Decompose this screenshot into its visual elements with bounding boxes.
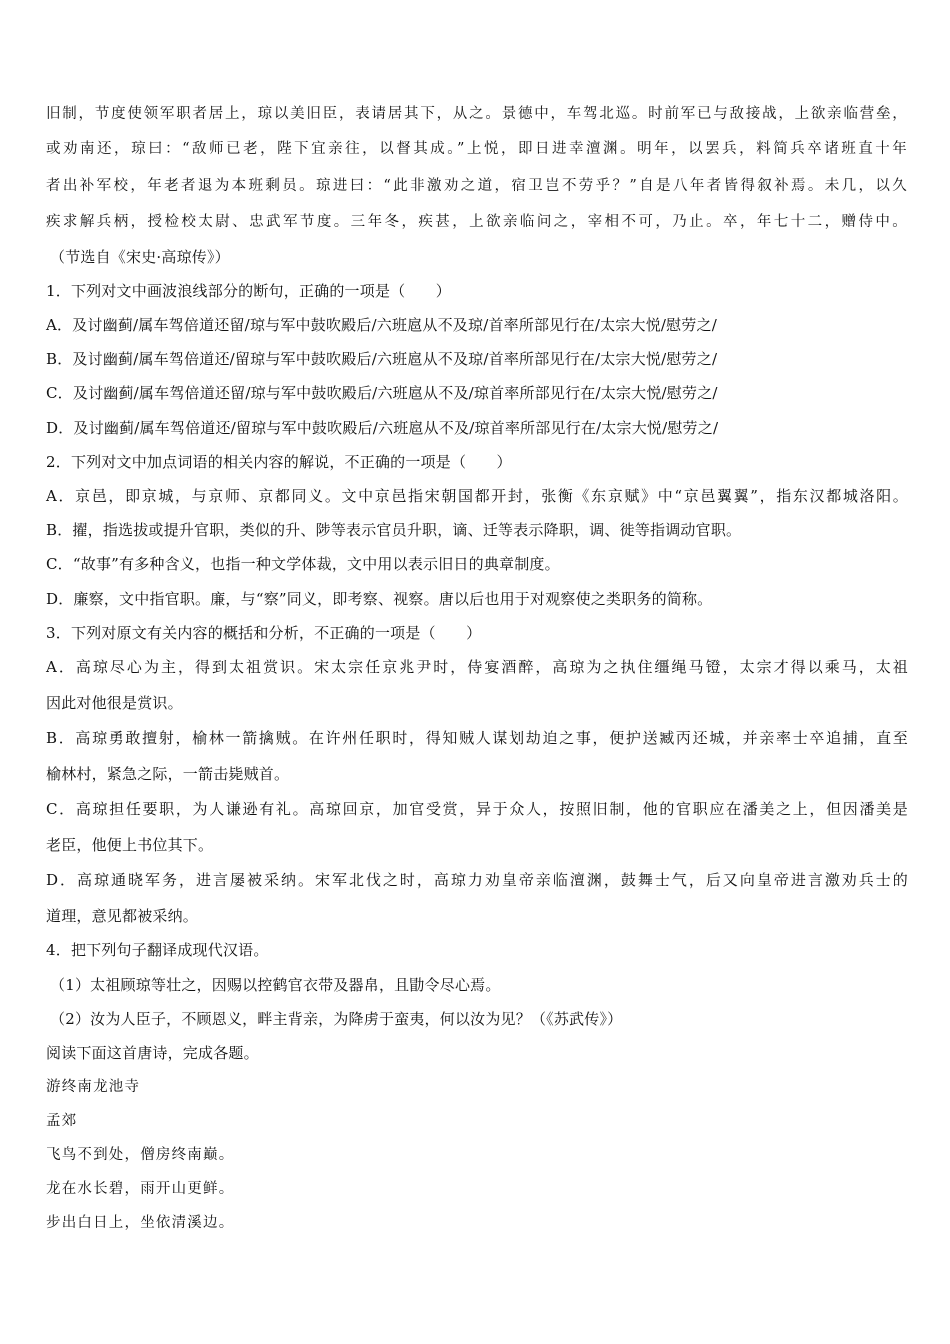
question-3-option-d-line-2: 道理，意见都被采纳。 xyxy=(46,907,199,925)
question-2-option-d: D．廉察，文中指官职。廉，与“察”同义，即考察、视察。唐以后也用于对观察使之类职务的简称。 xyxy=(46,590,713,608)
question-3-option-b-line-2: 榆林村，紧急之际，一箭击毙贼首。 xyxy=(46,765,290,783)
question-4-sentence-2: （2）汝为人臣子，不顾恩义，畔主背亲，为降虏于蛮夷，何以汝为见？（《苏武传》） xyxy=(50,1010,623,1028)
question-3-option-a-line-2: 因此对他很是赏识。 xyxy=(46,694,183,712)
poem-line-2: 龙在水长碧，雨开山更鲜。 xyxy=(46,1181,235,1197)
question-3-option-b-line-1: B．高琼勇敢擅射，榆林一箭擒贼。在许州任职时，得知贼人谋划劫迫之事，便护送臧丙还城，并亲率士卒追捕，直至 xyxy=(46,729,908,747)
poem-line-3: 步出白日上，坐依清溪边。 xyxy=(46,1215,235,1231)
question-3-option-a-line-1: A．高琼尽心为主，得到太祖赏识。宋太宗任京兆尹时，侍宴酒醉，高琼为之执住缰绳马镫，太宗才得以乘马，太祖 xyxy=(46,658,908,676)
question-3-stem: 3．下列对原文有关内容的概括和分析，不正确的一项是（ ） xyxy=(46,624,482,642)
question-1-stem: 1．下列对文中画波浪线部分的断句，正确的一项是（ ） xyxy=(46,282,451,300)
question-4-stem: 4．把下列句子翻译成现代汉语。 xyxy=(46,941,269,959)
question-2-stem: 2．下列对文中加点词语的相关内容的解说，不正确的一项是（ ） xyxy=(46,453,512,471)
poem-title: 游终南龙池寺 xyxy=(46,1079,141,1095)
question-1-option-d: D．及讨幽蓟/属车驾倍道还/留琼与军中鼓吹殿后/六班扈从不及/琼首率所部见行在/太宗大悦/慰劳之/ xyxy=(46,419,719,437)
question-1-option-c: C．及讨幽蓟/属车驾倍道还留/琼与军中鼓吹殿后/六班扈从不及/琼首率所部见行在/太宗大悦/慰劳之/ xyxy=(46,384,718,402)
passage-source: （节选自《宋史·高琼传》） xyxy=(50,248,230,266)
question-3-option-c-line-1: C．高琼担任要职，为人谦逊有礼。高琼回京，加官受赏，异于众人，按照旧制，他的官职应在潘美之上，但因潘美是 xyxy=(46,800,908,818)
poem-author: 孟郊 xyxy=(46,1113,78,1129)
question-2-option-c: C．“故事”有多种含义，也指一种文学体裁，文中用以表示旧日的典章制度。 xyxy=(46,555,560,573)
passage-line-1: 旧制，节度使领军职者居上，琼以美旧臣，表请居其下，从之。景德中，车驾北巡。时前军已与敌接战，上欲亲临营垒， xyxy=(46,106,908,122)
poem-intro: 阅读下面这首唐诗，完成各题。 xyxy=(46,1044,259,1062)
question-2-option-b: B．擢，指选拔或提升官职，类似的升、陟等表示官员升职，谪、迁等表示降职，调、徙等指调动官职。 xyxy=(46,521,742,539)
question-3-option-d-line-1: D．高琼通晓军务，进言屡被采纳。宋军北伐之时，高琼力劝皇帝亲临澶渊，鼓舞士气，后又向皇帝进言激劝兵士的 xyxy=(46,871,908,889)
passage-line-2: 或劝南还，琼曰：“敌师已老，陛下宜亲往，以督其成。”上悦，即日进幸澶渊。明年，以罢兵，料简兵卒诸班直十年 xyxy=(46,141,908,157)
question-4-sentence-1: （1）太祖顾琼等壮之，因赐以控鹤官衣带及器帛，且勖令尽心焉。 xyxy=(50,976,501,994)
passage-line-3: 者出补军校，年老者退为本班剩员。琼进曰：“此非激劝之道，宿卫岂不劳乎？”自是八年者皆得叙补焉。未几，以久 xyxy=(46,178,908,194)
question-2-option-a: A．京邑，即京城，与京师、京都同义。文中京邑指宋朝国都开封，张衡《东京赋》中“京邑翼翼”，指东汉都城洛阳。 xyxy=(46,487,908,505)
poem-line-1: 飞鸟不到处，僧房终南巅。 xyxy=(46,1147,235,1163)
question-3-option-c-line-2: 老臣，他便上书位其下。 xyxy=(46,836,214,854)
passage-line-4: 疾求解兵柄，授检校太尉、忠武军节度。三年冬，疾甚，上欲亲临问之，宰相不可，乃止。卒，年七十二，赠侍中。 xyxy=(46,214,908,230)
question-1-option-a: A．及讨幽蓟/属车驾倍道还留/琼与军中鼓吹殿后/六班扈从不及琼/首率所部见行在/太宗大悦/慰劳之/ xyxy=(46,316,718,334)
question-1-option-b: B．及讨幽蓟/属车驾倍道还/留琼与军中鼓吹殿后/六班扈从不及琼/首率所部见行在/太宗大悦/慰劳之/ xyxy=(46,350,718,368)
